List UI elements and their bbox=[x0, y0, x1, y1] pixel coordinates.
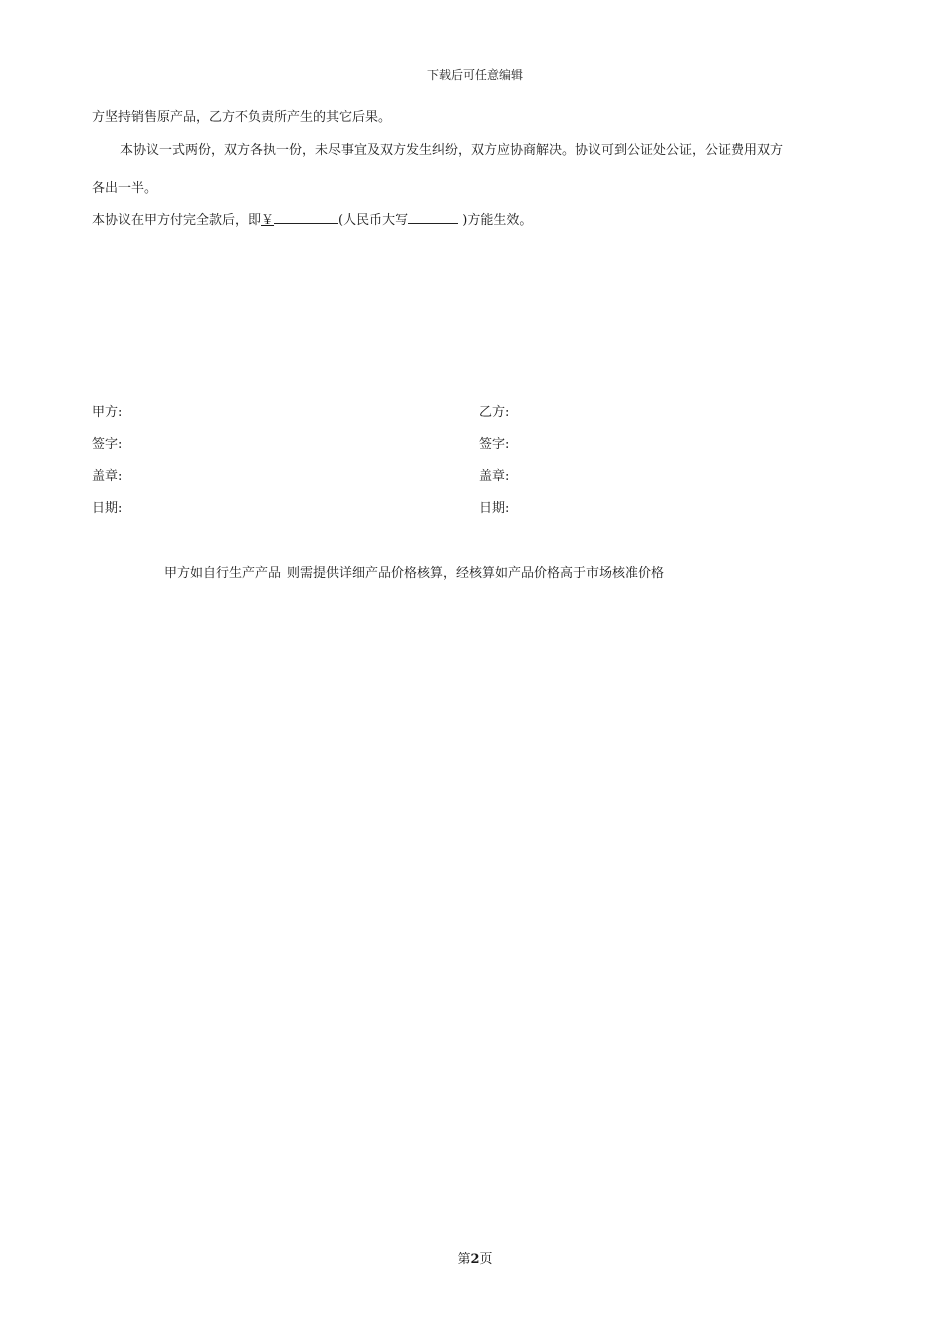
party-b-seal-label: 盖章: bbox=[479, 469, 510, 484]
effective-clause-mid: (人民币大写 bbox=[338, 213, 409, 228]
effective-clause bbox=[92, 209, 532, 228]
page-footer bbox=[0, 1248, 950, 1267]
amount-blank bbox=[274, 209, 338, 224]
party-a-seal-label: 盖章: bbox=[92, 469, 123, 484]
effective-clause-prefix: 本协议在甲方付完全款后，即 bbox=[92, 213, 262, 228]
party-a-sign-label: 签字: bbox=[92, 437, 123, 452]
page-number: 2 bbox=[470, 1252, 480, 1267]
pricing-note bbox=[164, 562, 664, 581]
amount-in-words-blank bbox=[408, 209, 458, 224]
party-a-label: 甲方: bbox=[92, 405, 123, 420]
paragraph-line-3: 各出一半。 bbox=[92, 181, 158, 196]
page-footer-suffix: 页 bbox=[479, 1252, 493, 1267]
yen-symbol: ￥ bbox=[261, 213, 275, 228]
party-a-date-label: 日期: bbox=[92, 501, 123, 516]
party-b-label: 乙方: bbox=[479, 405, 510, 420]
page-header: 下载后可任意编辑 bbox=[426, 68, 523, 82]
party-b-sign-label: 签字: bbox=[479, 437, 510, 452]
pricing-note-part2: 则需提供详细产品价格核算，经核算如产品价格高于市场核准价格 bbox=[287, 566, 665, 581]
paragraph-line-2: 本协议一式两份，双方各执一份，未尽事宜及双方发生纠纷，双方应协商解决。协议可到公证处公证，公证费用双方 bbox=[120, 143, 784, 158]
party-b-date-label: 日期: bbox=[479, 501, 510, 516]
effective-clause-suffix: )方能生效。 bbox=[458, 213, 533, 228]
pricing-note-part1: 甲方如自行生产产品 bbox=[164, 566, 282, 581]
paragraph-line-1: 方坚持销售原产品，乙方不负责所产生的其它后果。 bbox=[92, 110, 392, 125]
page-footer-prefix: 第 bbox=[457, 1252, 471, 1267]
